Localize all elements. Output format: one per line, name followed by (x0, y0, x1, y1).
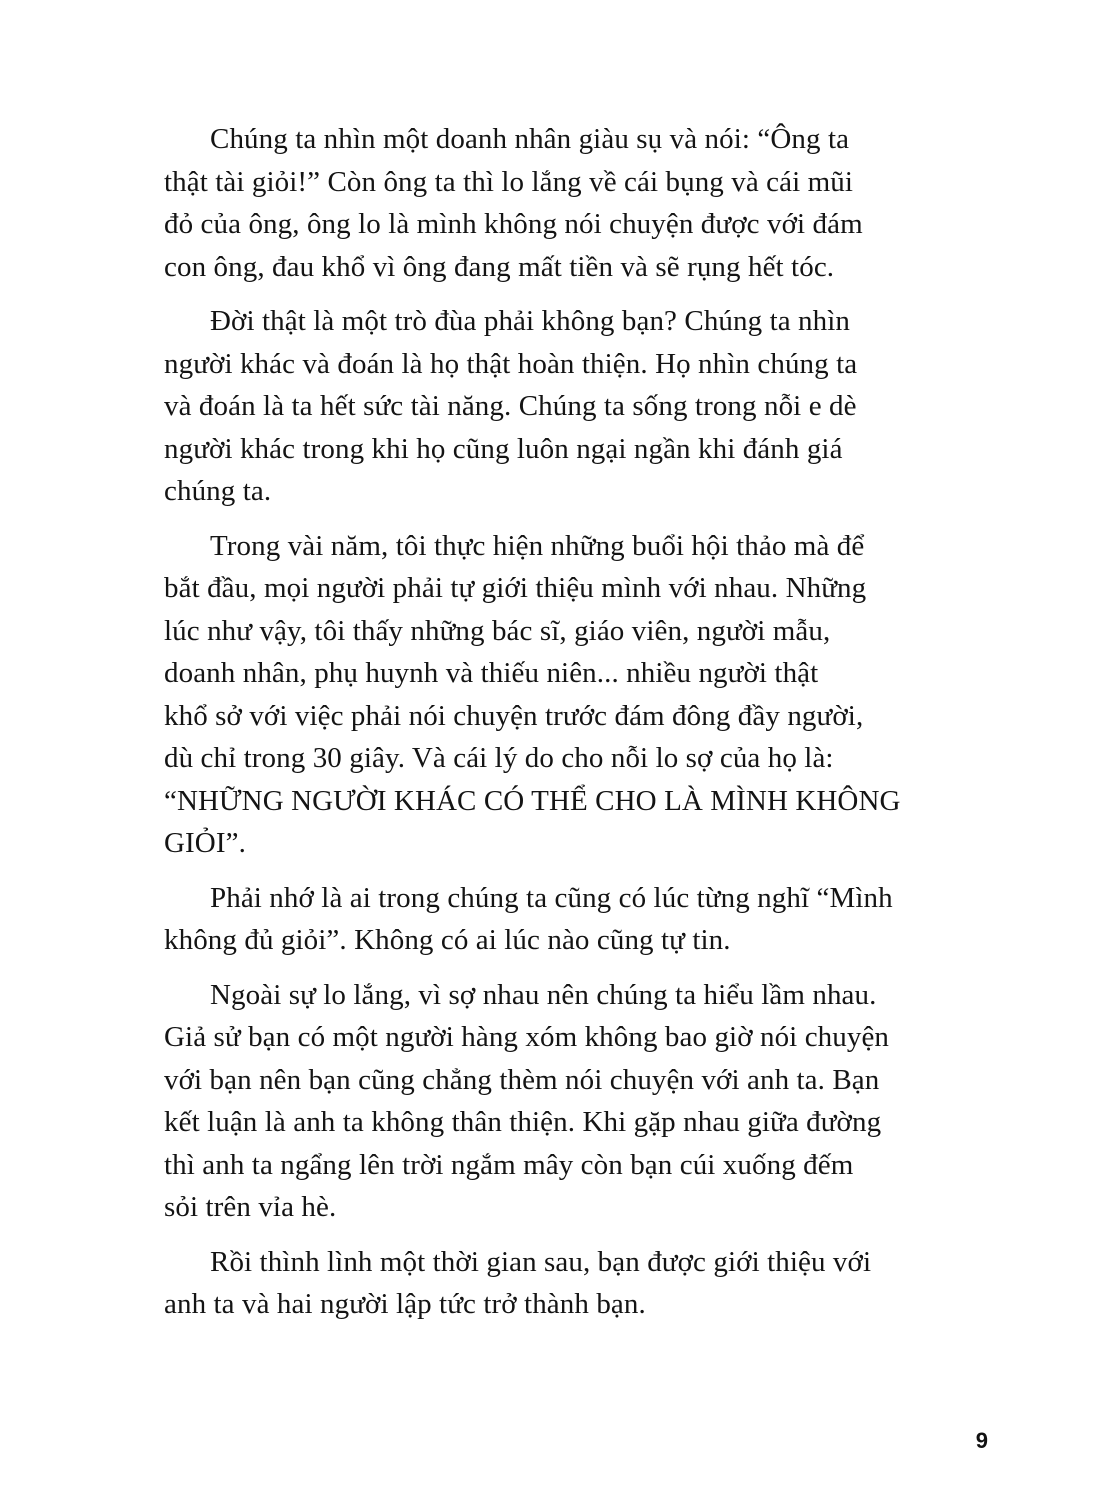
text-line: với bạn nên bạn cũng chẳng thèm nói chuyện với anh ta. Bạn (164, 1063, 880, 1096)
paragraph-1 (164, 118, 994, 288)
text-line: Giả sử bạn có một người hàng xóm không bao giờ nói chuyện (164, 1021, 890, 1053)
text-line: con ông, đau khổ vì ông đang mất tiền và sẽ rụng hết tóc. (164, 250, 835, 283)
text-line: không đủ giỏi”. Không có ai lúc nào cũng tự tin. (164, 924, 731, 956)
text-line: Rồi thình lình một thời gian sau, bạn được giới thiệu với (210, 1245, 872, 1278)
text-line: lúc như vậy, tôi thấy những bác sĩ, giáo viên, người mẫu, (164, 614, 831, 647)
text-line: người khác trong khi họ cũng luôn ngại ngần khi đánh giá (164, 432, 843, 465)
text-line: bắt đầu, mọi người phải tự giới thiệu mình với nhau. Những (164, 572, 867, 604)
text-line: thì anh ta ngẩng lên trời ngắm mây còn bạn cúi xuống đếm (164, 1148, 854, 1181)
text-line: chúng ta. (164, 475, 272, 507)
text-line: khổ sở với việc phải nói chuyện trước đám đông đầy người, (164, 699, 864, 732)
paragraph-3 (164, 525, 994, 865)
text-line: kết luận là anh ta không thân thiện. Khi gặp nhau giữa đường (164, 1106, 882, 1138)
text-line: Phải nhớ là ai trong chúng ta cũng có lúc từng nghĩ “Mình (210, 881, 893, 914)
paragraph-6 (164, 1241, 994, 1326)
text-line: Trong vài năm, tôi thực hiện những buổi hội thảo mà để (210, 529, 865, 562)
text-line: thật tài giỏi!” Còn ông ta thì lo lắng về cái bụng và cái mũi (164, 165, 854, 198)
body-text (164, 118, 994, 1338)
page-number: 9 (975, 1428, 988, 1453)
paragraph-4 (164, 877, 994, 962)
text-line: Ngoài sự lo lắng, vì sợ nhau nên chúng ta hiểu lầm nhau. (210, 978, 877, 1011)
text-line: Chúng ta nhìn một doanh nhân giàu sụ và nói: “Ông ta (210, 123, 850, 155)
text-line: “NHỮNG NGƯỜI KHÁC CÓ THỂ CHO LÀ MÌNH KHÔNG (164, 784, 901, 817)
text-line: GIỎI”. (164, 827, 246, 859)
text-line: sỏi trên vỉa hè. (164, 1191, 337, 1223)
text-line: đỏ của ông, ông lo là mình không nói chuyện được với đám (164, 208, 863, 240)
text-line: và đoán là ta hết sức tài năng. Chúng ta sống trong nỗi e dè (164, 390, 857, 422)
text-line: Đời thật là một trò đùa phải không bạn? Chúng ta nhìn (210, 305, 851, 337)
text-line: dù chỉ trong 30 giây. Và cái lý do cho nỗi lo sợ của họ là: (164, 742, 834, 774)
text-line: người khác và đoán là họ thật hoàn thiện. Họ nhìn chúng ta (164, 347, 858, 380)
text-line: doanh nhân, phụ huynh và thiếu niên... nhiều người thật (164, 657, 819, 689)
paragraph-5 (164, 974, 994, 1229)
paragraph-2 (164, 300, 994, 513)
text-line: anh ta và hai người lập tức trở thành bạn. (164, 1288, 646, 1320)
